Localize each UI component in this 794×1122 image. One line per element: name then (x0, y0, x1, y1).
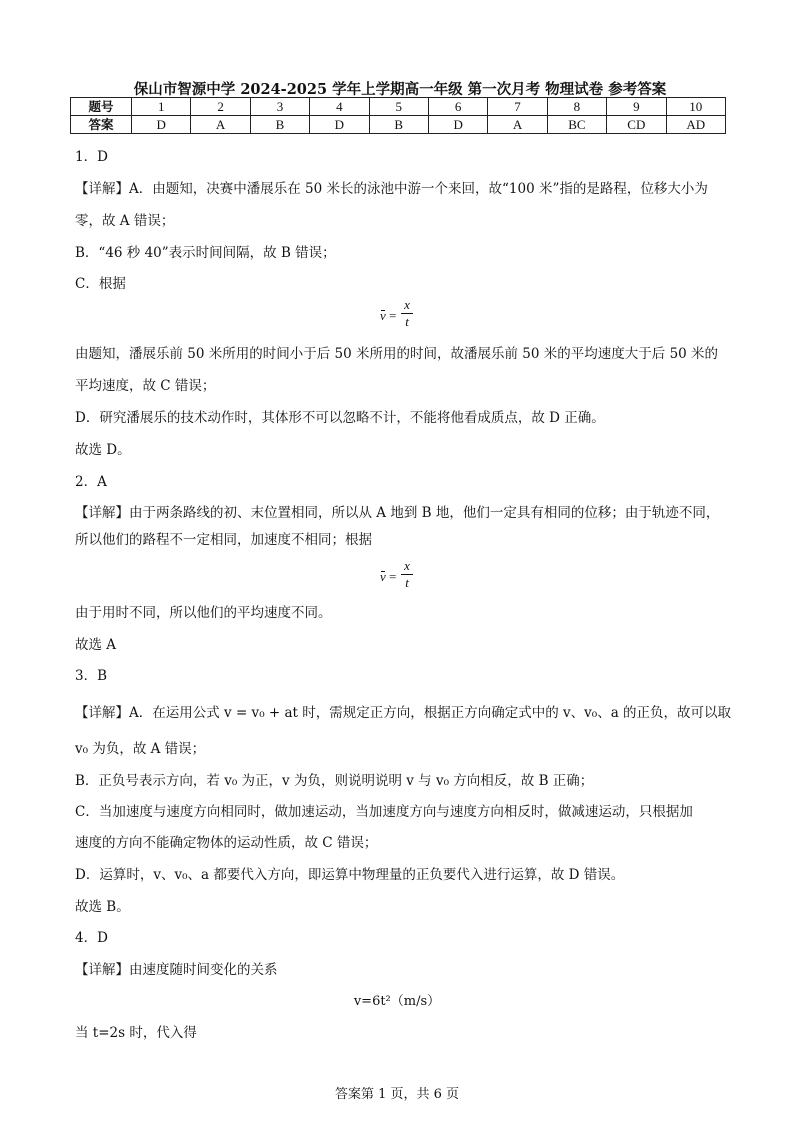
question-number: 6 (428, 98, 487, 116)
answer-cell: B (369, 116, 428, 134)
answer-cell: B (250, 116, 309, 134)
fraction-denominator: t (405, 314, 409, 329)
q1-explanation-line: 由题知，潘展乐前 50 米所用的时间小于后 50 米所用的时间，故潘展乐前 50 米的平均速度大于后 50 米的 (75, 346, 719, 362)
q2-explanation-line: 所以他们的路程不一定相同，加速度不相同；根据 (75, 532, 372, 548)
v-bar-symbol: v (380, 308, 386, 323)
q2-conclusion: 故选 A (75, 637, 117, 653)
answer-cell: A (191, 116, 250, 134)
question-number: 10 (666, 98, 725, 116)
q3-explanation-line: C．当加速度与速度方向相同时，做加速运动，当加速度方向与速度方向相反时，做减速运动，只根据加 (75, 804, 693, 820)
q4-formula: v=6t²（m/s） (353, 994, 441, 1009)
fraction-numerator: x (404, 297, 410, 312)
q1-formula-lhs (380, 308, 396, 324)
q1-explanation-line: 零，故 A 错误； (75, 213, 175, 229)
q3-explanation-line: 速度的方向不能确定物体的运动性质，故 C 错误； (75, 835, 378, 851)
answer-label: 答案 (71, 116, 132, 134)
q1-heading: 1．D (75, 149, 108, 165)
q4-explanation-line: 【详解】由速度随时间变化的关系 (75, 962, 278, 978)
question-number: 8 (547, 98, 606, 116)
question-number: 3 (250, 98, 309, 116)
page-title: 保山市智源中学 2024-2025 学年上学期高一年级 第一次月考 物理试卷 参考答案 (133, 81, 667, 98)
page-footer: 答案第 1 页，共 6 页 (334, 1087, 460, 1102)
answer-cell: CD (607, 116, 666, 134)
v-bar-symbol: v (380, 569, 386, 584)
answer-cell: D (428, 116, 487, 134)
question-number: 4 (310, 98, 369, 116)
q3-explanation-line: 【详解】A．在运用公式 v = v₀ + at 时，需规定正方向，根据正方向确定式中的 v、v₀、a 的正负，故可以取 (75, 705, 732, 721)
answer-cell: BC (547, 116, 606, 134)
q3-explanation-line: D．运算时，v、v₀、a 都要代入方向，即运算中物理量的正负要代入进行运算，故 D 错误。 (75, 867, 625, 883)
q1-explanation-line: 平均速度，故 C 错误； (75, 378, 216, 394)
question-number: 9 (607, 98, 666, 116)
question-number: 1 (132, 98, 191, 116)
fraction-denominator: t (405, 575, 409, 590)
equals-sign: = (389, 308, 397, 323)
q2-fraction (401, 558, 413, 591)
equals-sign: = (389, 569, 397, 584)
q1-explanation-line: B．“46 秒 40”表示时间间隔，故 B 错误； (75, 245, 336, 261)
q3-heading: 3．B (75, 668, 108, 684)
answer-cell: AD (666, 116, 725, 134)
q1-conclusion: 故选 D。 (75, 442, 131, 458)
answer-table-answer-row (71, 116, 726, 134)
answer-table-header-row (71, 98, 726, 116)
q1-explanation-line: 【详解】A．由题知，决赛中潘展乐在 50 米长的泳池中游一个来回，故“100 米”指的是路程，位移大小为 (75, 181, 708, 197)
q2-formula-lhs (380, 569, 396, 585)
answer-cell: A (488, 116, 547, 134)
q1-explanation-line: C．根据 (75, 276, 126, 292)
q1-fraction (401, 297, 413, 330)
question-number: 5 (369, 98, 428, 116)
header-label: 题号 (71, 98, 132, 116)
q3-conclusion: 故选 B。 (75, 899, 130, 915)
question-number: 7 (488, 98, 547, 116)
q3-explanation-line: v₀ 为负，故 A 错误； (75, 741, 206, 757)
q4-explanation-line: 当 t=2s 时，代入得 (75, 1025, 197, 1041)
question-number: 2 (191, 98, 250, 116)
answer-cell: D (132, 116, 191, 134)
q2-heading: 2．A (75, 474, 107, 490)
q3-explanation-line: B．正负号表示方向，若 v₀ 为正，v 为负，则说明说明 v 与 v₀ 方向相反，故 B 正确； (75, 773, 594, 789)
fraction-numerator: x (404, 558, 410, 573)
q2-explanation-line: 由于用时不同，所以他们的平均速度不同。 (75, 605, 332, 621)
answer-cell: D (310, 116, 369, 134)
q4-heading: 4．D (75, 930, 108, 946)
q2-explanation-line: 【详解】由于两条路线的初、末位置相同，所以从 A 地到 B 地，他们一定具有相同的位移；由于轨迹不同， (75, 505, 720, 521)
q1-explanation-line: D．研究潘展乐的技术动作时，其体形不可以忽略不计，不能将他看成质点，故 D 正确。 (75, 410, 605, 426)
answer-table (70, 97, 726, 134)
